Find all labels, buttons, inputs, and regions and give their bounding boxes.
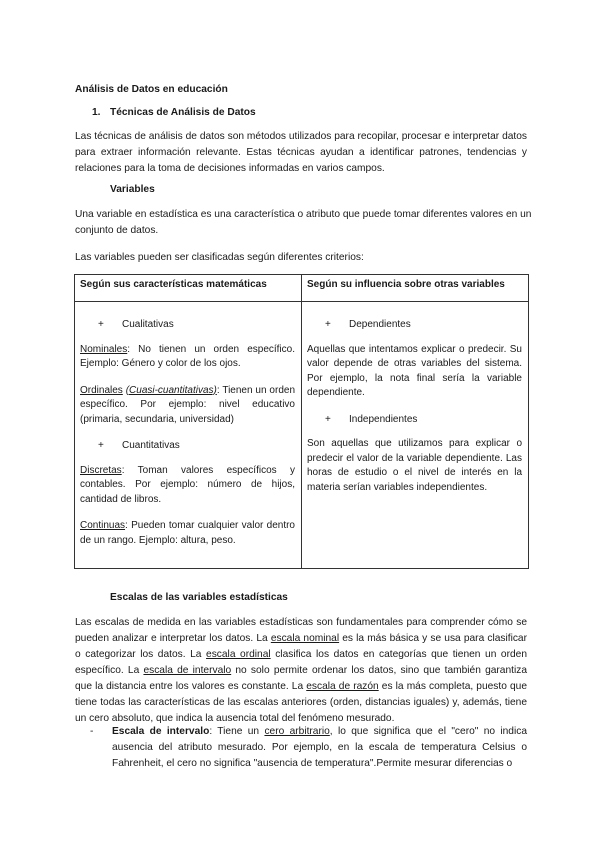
escalas-text-3: clasifica los datos en categorías que tienen un orden específico. La bbox=[75, 649, 527, 676]
escalas-text-2: es la más básica y se usa para clasificar o categorizar los datos. La bbox=[75, 633, 527, 660]
table-header-math: Según sus características matemáticas bbox=[75, 275, 302, 302]
escala-ordinal-link: escala ordinal bbox=[206, 649, 271, 660]
dependientes-label: Dependientes bbox=[349, 319, 411, 330]
escalas-paragraph bbox=[75, 615, 527, 727]
intervalo-item-text-2: , lo que significa que el "cero" no indica ausencia del atributo mesurado. Por ejemplo, en la escala de temperatura Celsius o Fahrenheit, el cero no significa "ausencia de temperatura".Permite mesurar diferencias o bbox=[112, 726, 527, 769]
document-title: Análisis de Datos en educación bbox=[75, 84, 228, 95]
discretas-text bbox=[80, 464, 295, 508]
nominales-text bbox=[80, 343, 295, 372]
bullet-independientes bbox=[307, 413, 522, 428]
math-cell bbox=[75, 302, 301, 568]
nominales-label: Nominales bbox=[80, 343, 128, 355]
dash-bullet-icon: - bbox=[90, 726, 94, 737]
intro-paragraph: Las técnicas de análisis de datos son métodos utilizados para recopilar, procesar e interpretar datos para extraer información relevante. Estas técnicas ayudan a identificar patrones, tendencias y relaciones para la toma de decisiones informadas en varios campos. bbox=[75, 131, 527, 174]
influence-cell bbox=[302, 302, 528, 515]
dependientes-text: Aquellas que intentamos explicar o predecir. Su valor depende de otras variables del sistema. Por ejemplo, la nota final sería la variable dependiente. bbox=[307, 343, 522, 398]
escala-razon-link: escala de razón bbox=[306, 681, 379, 692]
cualitativas-label: Cualitativas bbox=[122, 319, 174, 330]
intervalo-list-item bbox=[92, 724, 527, 772]
escalas-text-4: no solo permite ordenar los datos, sino que también garantiza que la distancia entre los valores es constante. La bbox=[75, 665, 527, 692]
discretas-desc: : Toman valores específicos y contables. Por ejemplo: número de hijos, cantidad de libros. bbox=[80, 464, 295, 505]
discretas-label: Discretas bbox=[80, 464, 122, 476]
nominales-desc: : No tienen un orden específico. Ejemplo: Género y color de los ojos. bbox=[80, 343, 295, 369]
escalas-text-1: Las escalas de medida en las variables estadísticas son fundamentales para comprender cómo se pueden analizar e interpretar los datos. La bbox=[75, 617, 527, 644]
bullet-cualitativas bbox=[80, 318, 295, 333]
escalas-text-5: es la más completa, puesto que tiene todas las características de las escalas anteriores (orden, distancias iguales) y, además, tiene un cero absoluto, que indica la ausencia total del fenómeno mesurado. bbox=[75, 681, 527, 724]
plus-bullet-icon: + bbox=[98, 319, 104, 330]
table-header-influence: Según su influencia sobre otras variables bbox=[302, 275, 529, 302]
continuas-text bbox=[80, 519, 295, 548]
independientes-label: Independientes bbox=[349, 413, 418, 425]
bullet-cuantitativas bbox=[80, 439, 295, 454]
ordinales-text bbox=[80, 384, 295, 428]
intervalo-item-text-1: : Tiene un bbox=[209, 726, 265, 737]
ordinales-desc: : Tienen un orden específico. Por ejemplo: nivel educativo (primaria, secundaria, universidad) bbox=[80, 384, 296, 425]
escala-intervalo-link: escala de intervalo bbox=[143, 665, 232, 676]
cuantitativas-label: Cuantitativas bbox=[122, 440, 180, 451]
section-title: Técnicas de Análisis de Datos bbox=[110, 107, 256, 118]
escala-nominal-link: escala nominal bbox=[270, 633, 340, 644]
plus-bullet-icon: + bbox=[98, 440, 104, 451]
plus-bullet-icon: + bbox=[325, 413, 331, 425]
section-heading bbox=[92, 107, 256, 118]
bullet-dependientes bbox=[307, 318, 522, 333]
variables-definition: Una variable en estadística es una característica o atributo que puede tomar diferentes valores en un conjunto de datos. bbox=[75, 209, 532, 236]
escalas-heading: Escalas de las variables estadísticas bbox=[110, 592, 288, 603]
intervalo-item-text bbox=[112, 724, 527, 772]
section-number: 1. bbox=[92, 107, 101, 118]
variables-heading: Variables bbox=[110, 184, 155, 195]
ordinales-paren: (Cuasi-cuantitativas) bbox=[125, 384, 217, 396]
cero-arbitrario-link: cero arbitrario bbox=[264, 726, 330, 737]
ordinales-label: Ordinales bbox=[80, 384, 123, 396]
classification-table bbox=[74, 274, 529, 569]
continuas-desc: : Pueden tomar cualquier valor dentro de un rango. Ejemplo: altura, peso. bbox=[80, 520, 295, 546]
plus-bullet-icon: + bbox=[325, 319, 331, 330]
variables-classified: Las variables pueden ser clasificadas según diferentes criterios: bbox=[75, 252, 364, 263]
independientes-text: Son aquellas que utilizamos para explicar o predecir el valor de la variable dependiente. Las horas de estudio o el nivel de interés en la materia serían variables independientes. bbox=[307, 438, 522, 493]
intervalo-item-label: Escala de intervalo bbox=[112, 726, 210, 737]
continuas-label: Continuas bbox=[80, 520, 126, 531]
